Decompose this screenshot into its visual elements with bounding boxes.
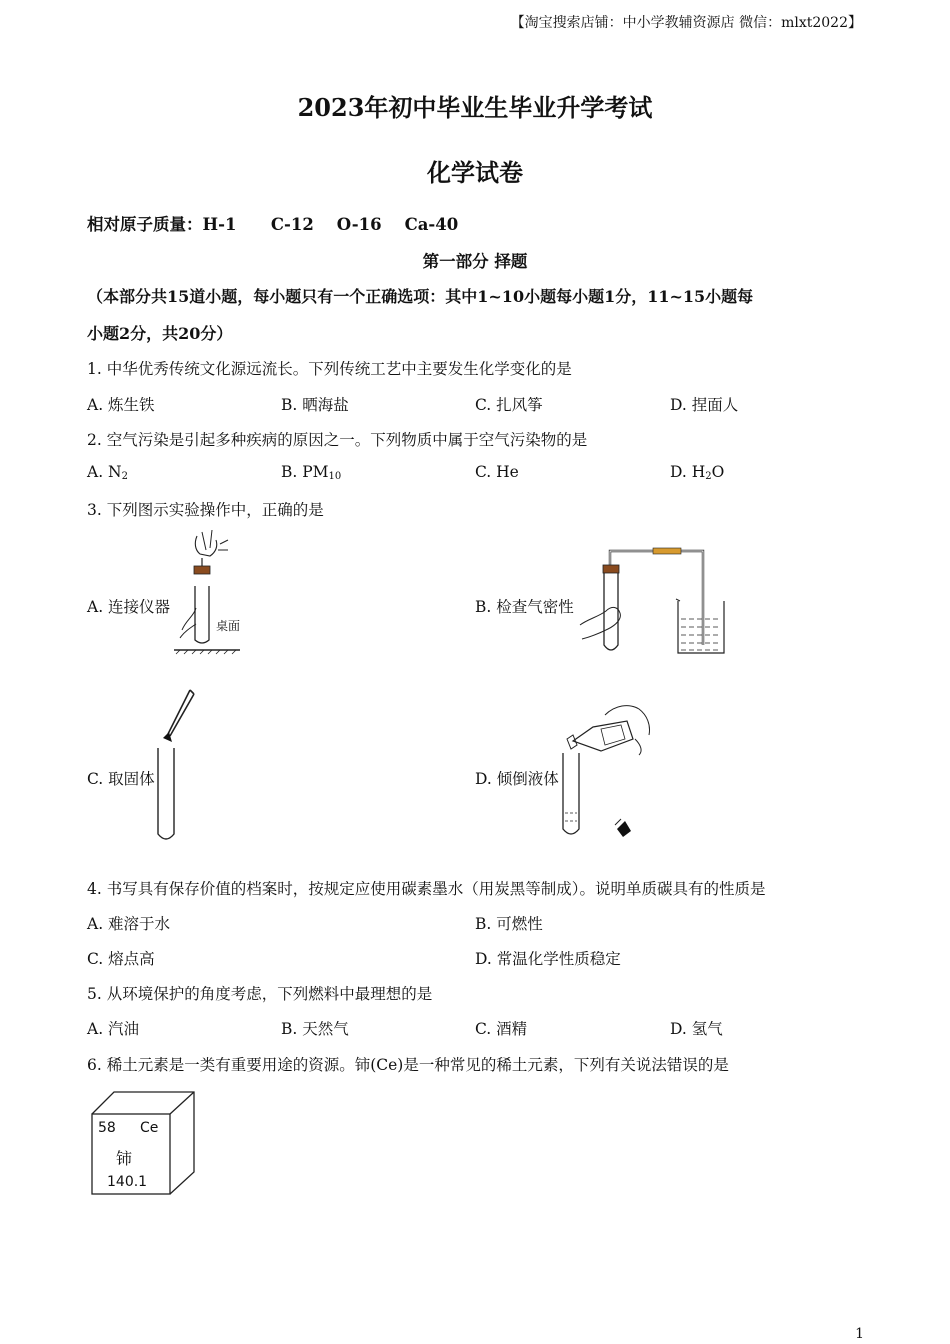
q2-a-subscript: 2 xyxy=(121,471,128,482)
section-note-line1: （本部分共15道小题，每小题只有一个正确选项：其中1~10小题每小题1分，11~15小题每 xyxy=(87,287,754,306)
exam-title: 2023年初中毕业生毕业升学考试 xyxy=(297,93,653,122)
q6-stem: 6. 稀土元素是一类有重要用途的资源。铈(Ce)是一种常见的稀土元素，下列有关说法错误的是 xyxy=(87,1056,729,1074)
q2-stem: 2. 空气污染是引起多种疾病的原因之一。下列物质中属于空气污染物的是 xyxy=(87,431,588,449)
q5-option-b[interactable]: B. 天然气 xyxy=(281,1020,349,1038)
exam-subtitle: 化学试卷 xyxy=(427,158,523,187)
q4-stem: 4. 书写具有保存价值的档案时，按规定应使用碳素墨水（用炭黑等制成）。说明单质碳具有的性质是 xyxy=(87,880,766,898)
q1-option-a[interactable]: A. 炼生铁 xyxy=(87,396,155,414)
q1-stem: 1. 中华优秀传统文化源远流长。下列传统工艺中主要发生化学变化的是 xyxy=(87,360,572,378)
page-number: 1 xyxy=(855,1326,864,1342)
q2-option-a[interactable] xyxy=(87,463,128,482)
q2-b-subscript: 10 xyxy=(328,471,342,482)
q4-option-c[interactable]: C. 熔点高 xyxy=(87,950,155,968)
q5-option-c[interactable]: C. 酒精 xyxy=(475,1020,528,1038)
q2-a-text: A. N xyxy=(87,463,122,481)
q2-d-subscript: 2 xyxy=(705,471,712,482)
section-title: 第一部分 择题 xyxy=(422,252,528,271)
q3-figure-d xyxy=(555,695,665,845)
q1-option-b[interactable]: B. 晒海盐 xyxy=(281,396,349,414)
q1-option-d[interactable]: D. 捏面人 xyxy=(670,396,739,414)
q3-option-c[interactable]: C. 取固体 xyxy=(87,770,155,788)
q2-option-b[interactable] xyxy=(281,463,341,482)
q3-figure-b xyxy=(578,545,733,660)
header-note: 【淘宝搜索店铺：中小学教辅资源店 微信：mlxt2022】 xyxy=(510,15,862,31)
q2-b-text: B. PM xyxy=(281,463,329,481)
q3-stem: 3. 下列图示实验操作中，正确的是 xyxy=(87,501,324,519)
q2-d-text: D. H xyxy=(670,463,706,481)
q2-option-c[interactable]: C. He xyxy=(475,463,519,481)
q2-option-d[interactable] xyxy=(670,463,724,482)
q3-figure-c xyxy=(150,688,200,843)
q5-stem: 5. 从环境保护的角度考虑，下列燃料中最理想的是 xyxy=(87,985,433,1003)
q4-option-b[interactable]: B. 可燃性 xyxy=(475,915,543,933)
q2-d-text-end: O xyxy=(711,463,725,481)
q3-option-b[interactable]: B. 检查气密性 xyxy=(475,598,574,616)
section-note-line2: 小题2分，共20分） xyxy=(87,324,233,343)
q4-option-a[interactable]: A. 难溶于水 xyxy=(87,915,171,933)
q5-option-a[interactable]: A. 汽油 xyxy=(87,1020,140,1038)
q4-option-d[interactable]: D. 常温化学性质稳定 xyxy=(475,950,621,968)
q1-option-c[interactable]: C. 扎风筝 xyxy=(475,396,543,414)
element-atomic-mass: 140.1 xyxy=(107,1174,148,1190)
q3-option-a[interactable]: A. 连接仪器 xyxy=(87,598,171,616)
q3-figure-a xyxy=(172,528,252,658)
element-name: 铈 xyxy=(116,1149,133,1168)
element-atomic-number: 58 xyxy=(98,1120,116,1136)
q5-option-d[interactable]: D. 氢气 xyxy=(670,1020,723,1038)
q3-option-d[interactable]: D. 倾倒液体 xyxy=(475,770,559,788)
element-symbol: Ce xyxy=(140,1120,159,1136)
atomic-mass-line: 相对原子质量：H-1 C-12 O-16 Ca-40 xyxy=(87,215,459,234)
q3-figure-a-label: 桌面 xyxy=(216,619,241,633)
